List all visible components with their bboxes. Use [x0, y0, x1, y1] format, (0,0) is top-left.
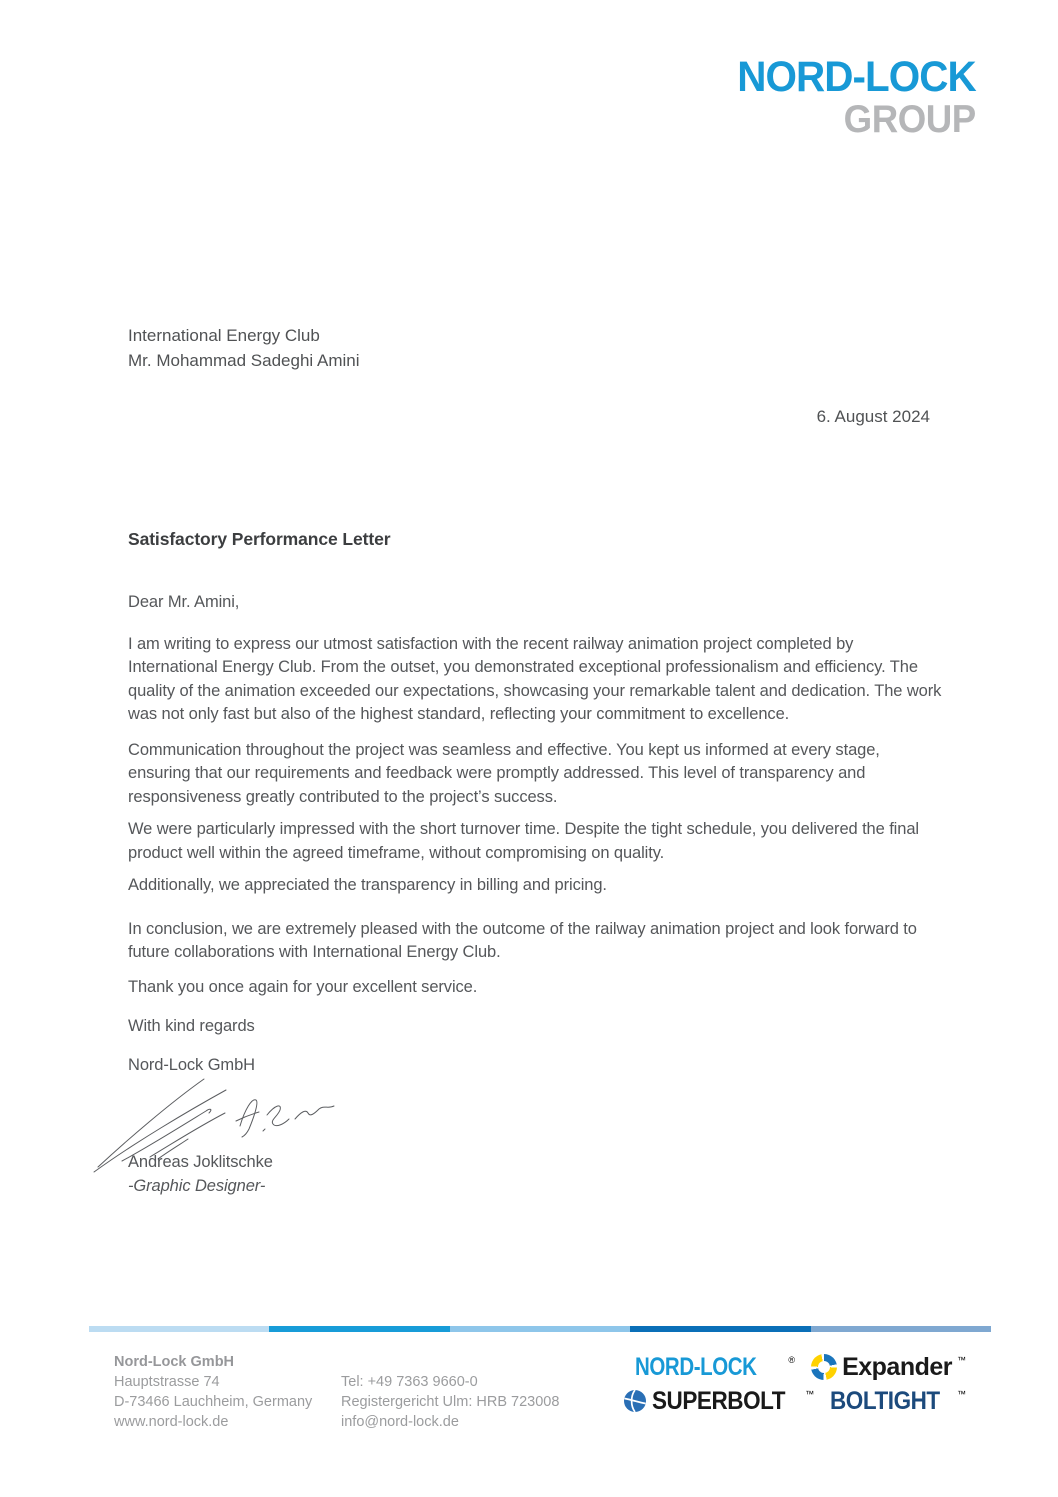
- footer-company-column: [114, 1352, 312, 1432]
- footer-divider: [89, 1326, 991, 1332]
- divider-segment: [269, 1326, 449, 1332]
- boltight-brand-logo: BOLTIGHT ™: [830, 1386, 966, 1415]
- footer-phone: Tel: +49 7363 9660-0: [341, 1374, 478, 1390]
- signer-title: -Graphic Designer-: [128, 1176, 266, 1195]
- boltight-wordmark: BOLTIGHT: [830, 1386, 940, 1415]
- body-paragraph: We were particularly impressed with the short turnover time. Despite the tight schedule, you delivered the final product well within the agreed timeframe, without compromising on quality.: [128, 820, 919, 862]
- superbolt-wordmark: SUPERBOLT: [652, 1386, 786, 1415]
- salutation: Dear Mr. Amini,: [128, 593, 240, 611]
- footer-company-city: D-73466 Lauchheim, Germany: [114, 1394, 313, 1410]
- footer-contact-column: [341, 1372, 559, 1432]
- letter-body: [128, 591, 946, 1198]
- recipient-organization: International Energy Club: [128, 326, 320, 345]
- recipient-contact: Mr. Mohammad Sadeghi Amini: [128, 351, 360, 370]
- body-paragraph: In conclusion, we are extremely pleased with the outcome of the railway animation project and look forward to future collaborations with International Energy Club.: [128, 919, 917, 961]
- signature-area: [128, 1077, 946, 1151]
- brand-row-1: [623, 1350, 966, 1384]
- brand-row-2: [623, 1384, 966, 1418]
- subject-line: Satisfactory Performance Letter: [128, 529, 391, 549]
- footer-registration: Registergericht Ulm: HRB 723008: [341, 1394, 560, 1410]
- nordlock-wordmark: NORD-LOCK: [635, 1352, 757, 1381]
- footer-company-website: www.nord-lock.de: [114, 1414, 229, 1430]
- body-paragraph: Thank you once again for your excellent service.: [128, 977, 478, 996]
- letter-date: 6. August 2024: [816, 407, 930, 426]
- expander-ring-icon: [811, 1354, 837, 1380]
- footer-brand-logos: [623, 1350, 966, 1418]
- nordlock-brand-logo: NORD-LOCK ®: [635, 1352, 796, 1381]
- footer-email: info@nord-lock.de: [341, 1414, 459, 1430]
- nord-lock-group-logo: [722, 53, 976, 141]
- superbolt-brand-logo: SUPERBOLT ™: [623, 1387, 814, 1416]
- expander-wordmark: Expander: [842, 1352, 952, 1381]
- closing-company: Nord-Lock GmbH: [128, 1055, 255, 1074]
- body-paragraph: Additionally, we appreciated the transparency in billing and pricing.: [128, 876, 607, 894]
- body-paragraph: Communication throughout the project was seamless and effective. You kept us informed at every stage, ensuring that our requirements and feedback were promptly addressed. This level of transparency and responsiveness greatly contributed to the project’s success.: [128, 740, 880, 806]
- logo-subwordmark: GROUP: [843, 98, 976, 141]
- body-paragraph: I am writing to express our utmost satisfaction with the recent railway animation project completed by International Energy Club. From the outset, you demonstrated exceptional professionalism and efficiency. The quality of the animation exceeded our expectations, showcasing your remarkable talent and dedication. The work was not only fast but also of the highest standard, reflecting your commitment to excellence.: [128, 634, 942, 723]
- expander-brand-logo: Expander ™: [811, 1353, 966, 1382]
- divider-segment: [89, 1326, 269, 1332]
- footer-company-name: Nord-Lock GmbH: [114, 1354, 235, 1370]
- logo-wordmark: NORD-LOCK: [737, 53, 976, 101]
- closing-regards: With kind regards: [128, 1017, 255, 1035]
- superbolt-globe-icon: [623, 1389, 647, 1413]
- divider-segment: [811, 1326, 991, 1332]
- recipient-block: [128, 323, 360, 373]
- divider-segment: [450, 1326, 630, 1332]
- footer-company-street: Hauptstrasse 74: [114, 1374, 220, 1390]
- divider-segment: [630, 1326, 810, 1332]
- signer-name: Andreas Joklitschke: [128, 1153, 273, 1171]
